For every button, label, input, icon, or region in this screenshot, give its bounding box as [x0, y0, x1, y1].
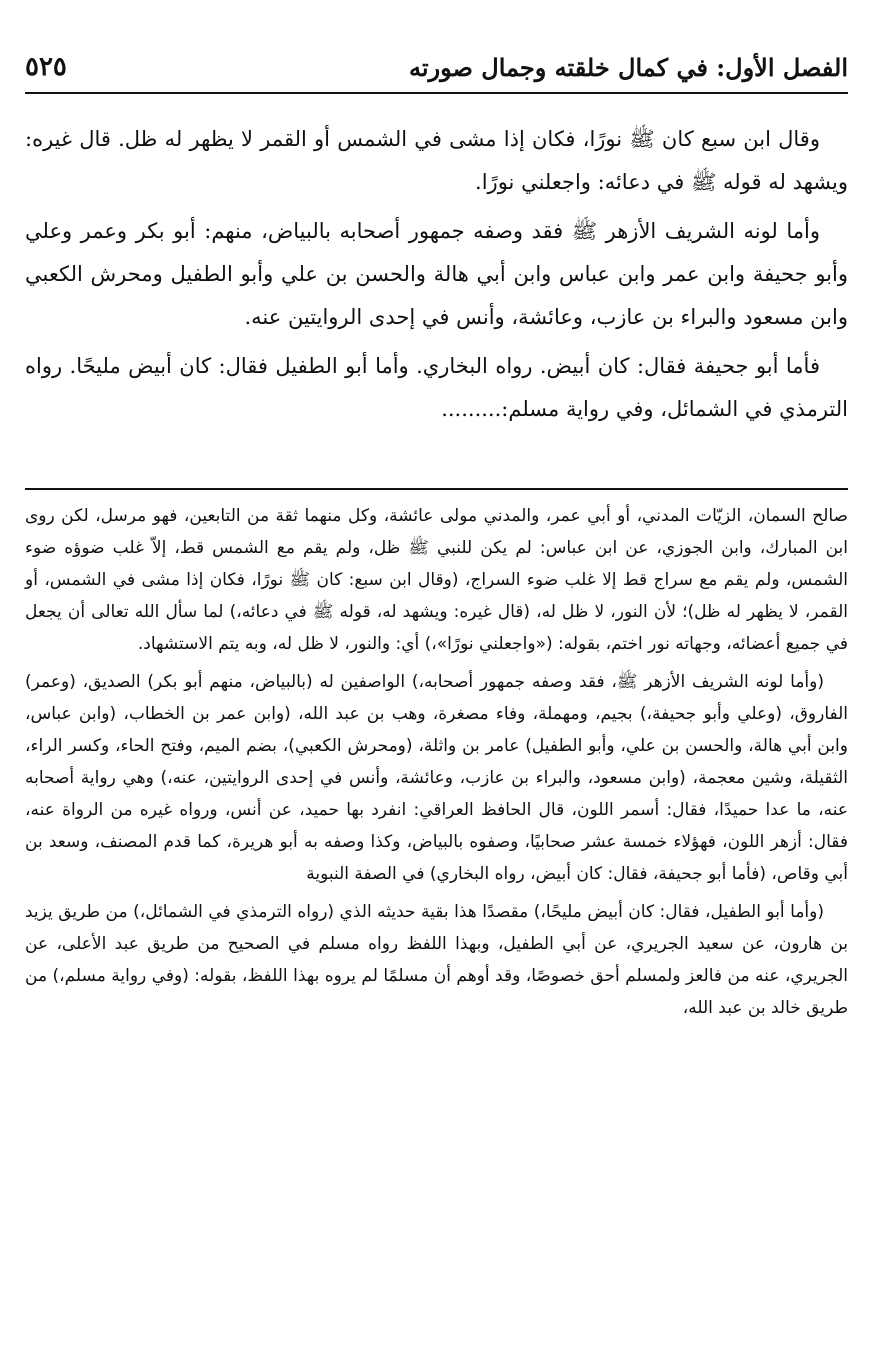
section-divider	[25, 488, 848, 490]
book-page	[25, 0, 848, 1364]
commentary-paragraph: (وأما أبو الطفيل، فقال: كان أبيض مليحًا،) مقصدًا هذا بقية حديثه الذي (رواه الترمذي في الشمائل،) من طريق يزيد بن هارون، عن سعيد الجريري، عن أبي الطفيل، وبهذا اللفظ رواه مسلم في الصحيح من طريق عبد الأعلى، عن الجريري، عنه من فالعز ولمسلم أحق خصوصًا، وقد أوهم أن مسلمًا لم يروه بهذا اللفظ، بقوله: (وفي رواية مسلم،) من طريق خالد بن عبد الله،	[25, 902, 848, 1018]
page-header	[25, 42, 848, 94]
running-title: الفصل الأول: في كمال خلقته وجمال صورته	[408, 52, 848, 82]
main-paragraph: وأما لونه الشريف الأزهر ﷺ فقد وصفه جمهور أصحابه بالبياض، منهم: أبو بكر وعمر وعلي وأبو جحيفة وابن عمر وابن عباس وابن أبي هالة والحسن بن علي وأبو الطفيل ومحرش الكعبي وابن مسعود والبراء بن عازب، وعائشة، وأنس في إحدى الروايتين عنه.	[25, 219, 848, 329]
commentary-paragraph: صالح السمان، الزيّات المدني، أو أبي عمر، والمدني مولى عائشة، وكل منهما ثقة من التابعين، فهو مرسل، لكن روى ابن المبارك، وابن الجوزي، عن ابن عباس: لم يكن للنبي ﷺ ظل، ولم يقم مع الشمس قط، إلاّ غلب ضوؤه ضوء الشمس، ولم يقم مع سراج قط إلا غلب ضوء السراج، (وقال ابن سبع: كان ﷺ نورًا، فكان إذا مشى في الشمس، أو القمر، لا يظهر له ظل)؛ لأن النور، لا ظل له، (قال غيره: ويشهد له، قوله ﷺ في دعائه،) لما سأل الله تعالى أن يجعل في جميع أعضائه، وجهاته نور اختم، بقوله: («واجعلني نورًا»،) أي: والنور، لا ظل له، وبه يتم الاستشهاد.	[25, 506, 848, 654]
main-paragraph: فأما أبو جحيفة فقال: كان أبيض. رواه البخاري. وأما أبو الطفيل فقال: كان أبيض مليحًا. رواه الترمذي في الشمائل، وفي رواية مسلم:.........	[25, 354, 848, 421]
main-text	[25, 118, 848, 437]
page-number: ٥٢٥	[25, 52, 67, 82]
commentary	[25, 500, 848, 1030]
main-paragraph: وقال ابن سبع كان ﷺ نورًا، فكان إذا مشى في الشمس أو القمر لا يظهر له ظل. قال غيره: ويشهد له قوله ﷺ في دعائه: واجعلني نورًا.	[25, 127, 848, 194]
commentary-paragraph: (وأما لونه الشريف الأزهر ﷺ، فقد وصفه جمهور أصحابه،) الواصفين له (بالبياض، منهم أبو بكر) الصديق، (وعمر) الفاروق، (وعلي وأبو جحيفة،) بجيم، ومهملة، وفاء مصغرة، وهب بن عبد الله، (وابن عمر بن الخطاب، (وابن عباس، وابن أبي هالة، والحسن بن علي، وأبو الطفيل) عامر بن واثلة، (ومحرش الكعبي)، بضم الميم، وفتح الحاء، وكسر الراء، الثقيلة، وشين معجمة، (وابن مسعود، والبراء بن عازب، وعائشة، وأنس في إحدى الروايتين، عنه،) وهي رواية أصحابه عنه، ما عدا حميدًا، فقال: أسمر اللون، قال الحافظ العراقي: انفرد بها حميد، عن أنس، ورواه غيره من الرواة عنه، فقال: أزهر اللون، فهؤلاء خمسة عشر صحابيًا، وصفوه بالبياض، وكذا وصفه به أبو هريرة، كما قدم المصنف، وسعد بن أبي وقاص، (فأما أبو جحيفة، فقال: كان أبيض، رواه البخاري) في الصفة النبوية	[25, 672, 848, 884]
